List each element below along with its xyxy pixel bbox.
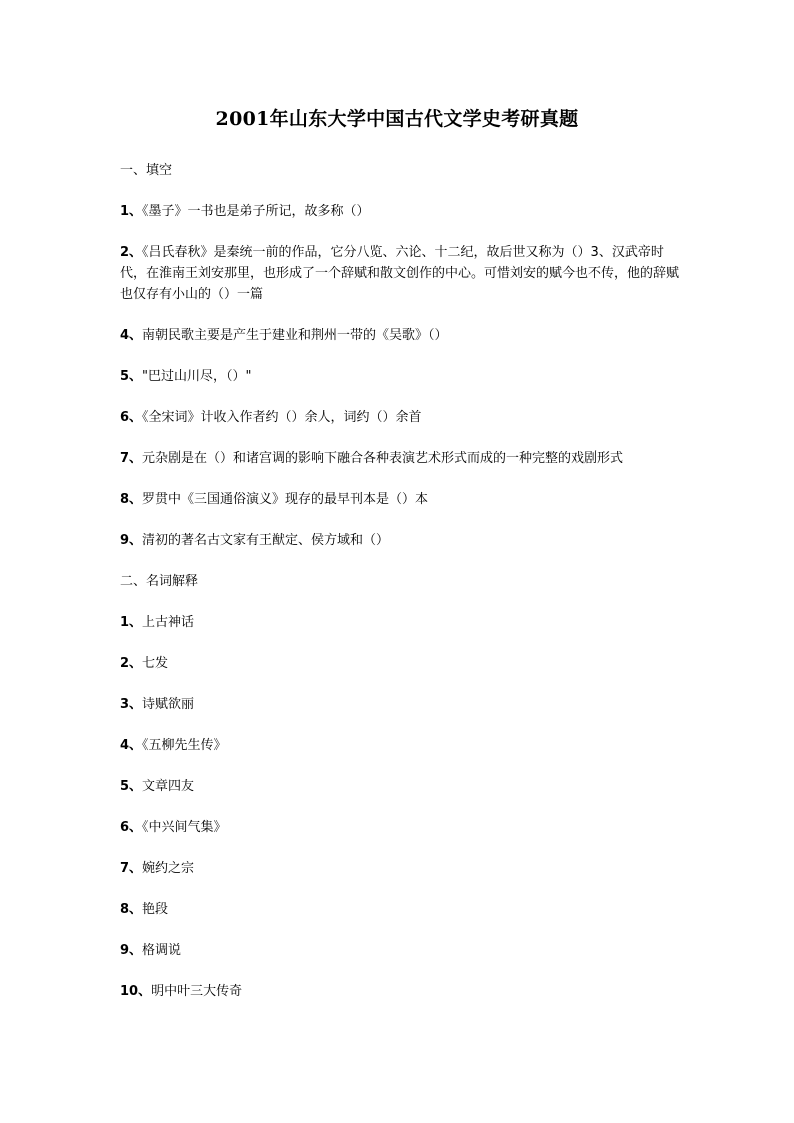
term-number: 2、 xyxy=(120,656,143,671)
term-item xyxy=(120,776,680,797)
question-text: 元杂剧是在（）和诸宫调的影响下融合各种表演艺术形式而成的一种完整的戏剧形式 xyxy=(142,451,624,466)
term-text: 七发 xyxy=(142,656,169,671)
question-item xyxy=(120,366,680,387)
term-text: 格调说 xyxy=(142,943,182,958)
term-number: 8、 xyxy=(120,902,143,917)
term-text: 艳段 xyxy=(142,902,169,917)
term-item xyxy=(120,940,680,961)
term-text: 上古神话 xyxy=(142,615,195,630)
question-number: 9、 xyxy=(120,533,143,548)
question-item xyxy=(120,407,680,428)
question-text: "巴过山川尽，（）" xyxy=(142,369,252,384)
term-item xyxy=(120,612,680,633)
question-number: 1、 xyxy=(120,204,143,219)
question-item xyxy=(120,489,680,510)
term-item xyxy=(120,653,680,674)
term-number: 3、 xyxy=(120,697,143,712)
question-number: 5、 xyxy=(120,369,143,384)
term-text: 《中兴间气集》 xyxy=(142,820,227,835)
term-number: 6、 xyxy=(120,820,143,835)
term-item xyxy=(120,858,680,879)
term-item xyxy=(120,981,680,1002)
term-text: 《五柳先生传》 xyxy=(142,738,227,753)
section-heading-term-explanation: 二、名词解释 xyxy=(120,574,199,589)
question-number: 6、 xyxy=(120,410,143,425)
term-text: 婉约之宗 xyxy=(142,861,195,876)
term-number: 4、 xyxy=(120,738,143,753)
document-body xyxy=(120,160,680,1022)
question-text: 《吕氏春秋》是秦统一前的作品，它分八览、六论、十二纪，故后世又称为（）3、汉武帝时代，在淮南王刘安那里，也形成了一个辞赋和散文创作的中心。可惜刘安的赋今也不传，他的辞赋也仅存有小山的（）一篇 xyxy=(120,245,680,302)
term-item xyxy=(120,899,680,920)
question-item xyxy=(120,530,680,551)
question-text: 《墨子》一书也是弟子所记，故多称（） xyxy=(142,204,370,219)
term-number: 7、 xyxy=(120,861,143,876)
question-text: 《全宋词》计收入作者约（）余人，词约（）余首 xyxy=(142,410,422,425)
section-heading-fill-blank: 一、填空 xyxy=(120,163,173,178)
question-number: 8、 xyxy=(120,492,143,507)
question-item xyxy=(120,325,680,346)
term-text: 诗赋欲丽 xyxy=(142,697,195,712)
term-text: 明中叶三大传奇 xyxy=(151,984,243,999)
page-title: 2001年山东大学中国古代文学史考研真题 xyxy=(215,108,579,130)
term-item xyxy=(120,817,680,838)
question-number: 4、 xyxy=(120,328,143,343)
question-text: 清初的著名古文家有王猷定、侯方域和（） xyxy=(142,533,390,548)
term-item xyxy=(120,735,680,756)
term-item xyxy=(120,694,680,715)
question-item xyxy=(120,242,680,305)
question-text: 罗贯中《三国通俗演义》现存的最早刊本是（）本 xyxy=(142,492,429,507)
term-number: 1、 xyxy=(120,615,143,630)
term-number: 10、 xyxy=(120,984,152,999)
question-number: 7、 xyxy=(120,451,143,466)
question-number: 2、 xyxy=(120,245,143,260)
question-item xyxy=(120,201,680,222)
question-item xyxy=(120,448,680,469)
term-text: 文章四友 xyxy=(142,779,195,794)
question-text: 南朝民歌主要是产生于建业和荆州一带的《吴歌》（） xyxy=(142,328,448,343)
term-number: 9、 xyxy=(120,943,143,958)
term-number: 5、 xyxy=(120,779,143,794)
